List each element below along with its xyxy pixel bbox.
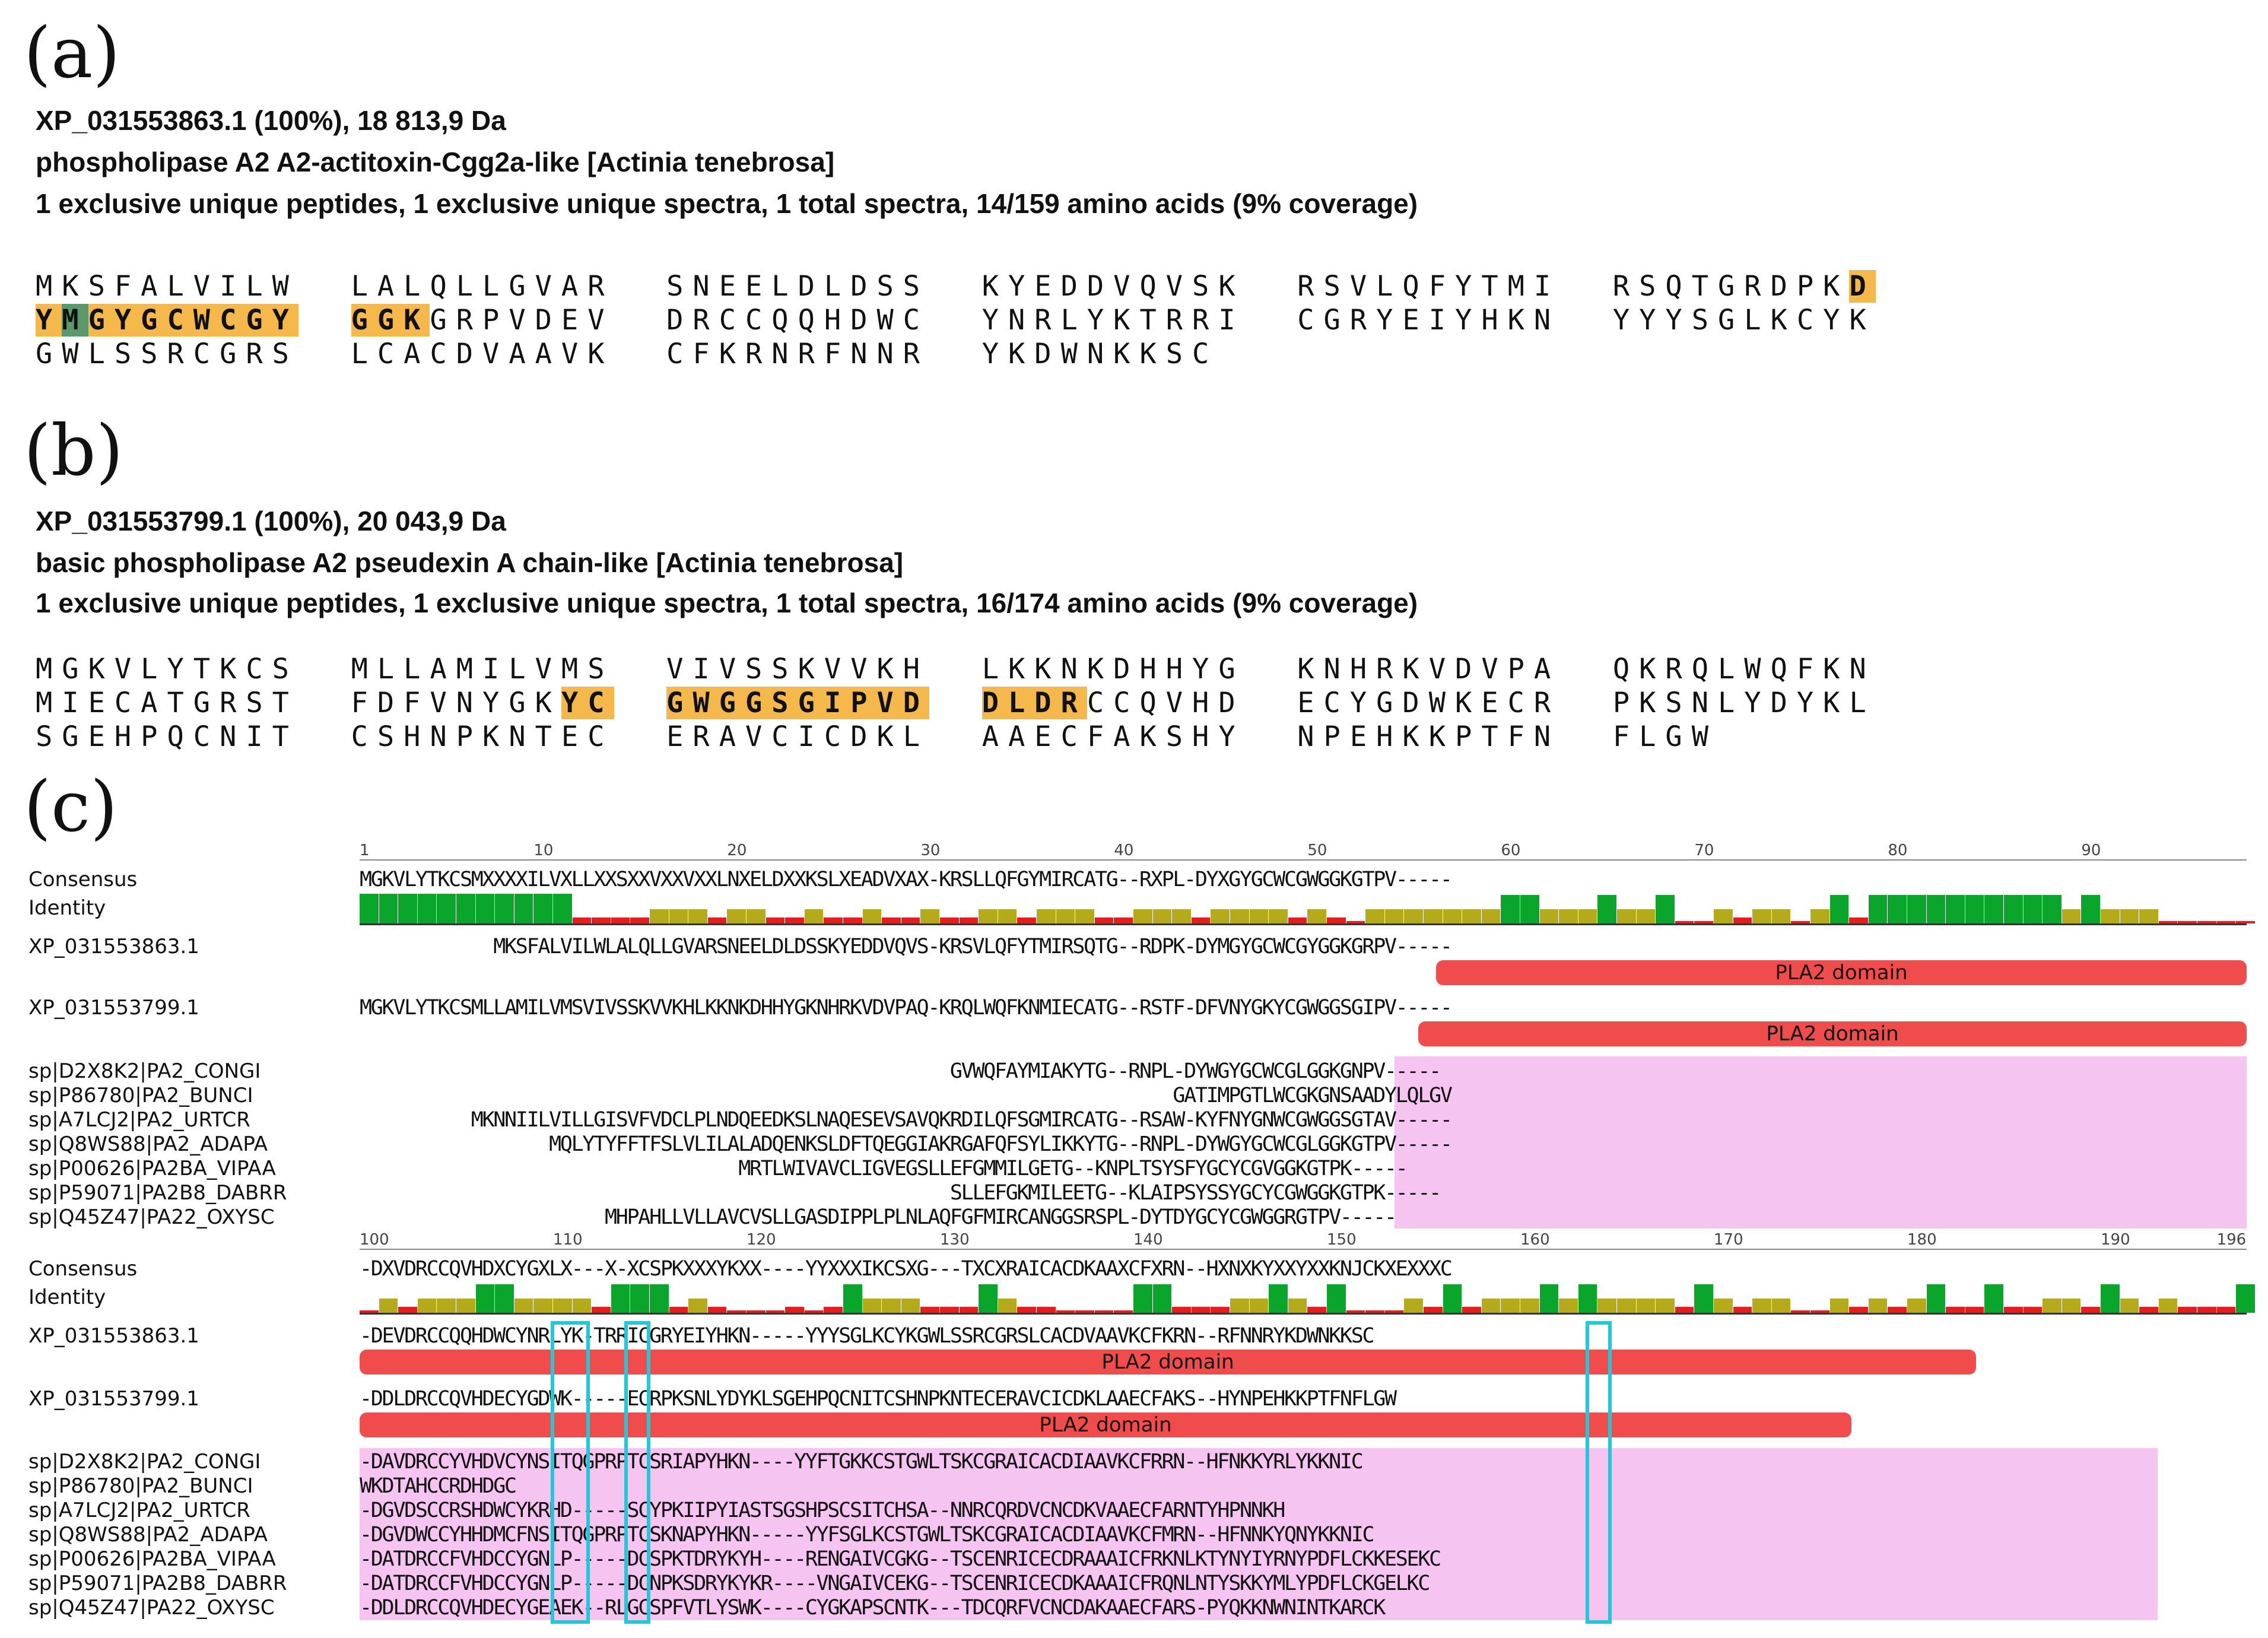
- alignment-row-sequence: GATIMPGTLWCGKGNSAADYLQLGV: [360, 1084, 1451, 1107]
- panel-b-protein-name: basic phospholipase A2 pseudexin A chain-like [Actinia tenebrosa]: [36, 547, 904, 578]
- identity-bar: [1637, 909, 1656, 923]
- identity-bar: [824, 918, 843, 923]
- identity-bar: [2081, 895, 2100, 923]
- identity-bar: [1965, 895, 1984, 923]
- identity-bar: [1327, 918, 1346, 923]
- identity-bar: [824, 1307, 843, 1313]
- identity-bar: [2024, 1307, 2043, 1313]
- identity-bar: [1153, 1284, 1172, 1313]
- identity-bar: [533, 894, 552, 923]
- panel-b-accession: XP_031553799.1 (100%), 20 043,9 Da: [36, 506, 506, 537]
- pla2-domain-bar: PLA2 domain: [360, 1350, 1976, 1374]
- identity-bar: [1172, 1307, 1191, 1313]
- identity-bar: [1482, 909, 1501, 923]
- ruler-line-2: [360, 1249, 2247, 1250]
- alignment-row-sequence: -DATDRCCFVHDCCYGNLP-----DCSPKTDRYKYH----RENGAIVCGKG--TSCENRICECDRAAAICFRKNLKTYNYIYRNYPDFLCKKESEKC: [360, 1547, 1440, 1571]
- identity-bar: [1772, 1299, 1791, 1313]
- identity-bar: [2024, 895, 2043, 923]
- identity-bar: [1133, 1284, 1152, 1313]
- identity-bar: [1462, 909, 1481, 923]
- identity-bar: [476, 894, 495, 923]
- identity-bar: [1733, 918, 1752, 923]
- identity-bar: [882, 918, 901, 923]
- alignment-row-label: sp|P00626|PA2BA_VIPAA: [28, 1157, 276, 1180]
- identity-bar: [1888, 895, 1907, 923]
- identity-bar: [1365, 909, 1384, 923]
- ruler-tick-label: 120: [747, 1231, 776, 1249]
- identity-bar: [1559, 1299, 1578, 1313]
- identity-bar: [1288, 1299, 1307, 1313]
- ruler-tick-label: 110: [553, 1231, 583, 1249]
- reference-block-bg-1: [1395, 1056, 2247, 1228]
- ruler-tick-label: 160: [1520, 1231, 1550, 1249]
- identity-bar: [553, 894, 572, 923]
- identity-bar: [1424, 909, 1443, 923]
- panel-a-label: (a): [24, 12, 120, 94]
- identity-bar: [1424, 1307, 1443, 1313]
- identity-bar: [456, 894, 475, 923]
- alignment-row-label: sp|A7LCJ2|PA2_URTCR: [28, 1108, 250, 1132]
- ruler-tick-label: 190: [2101, 1231, 2130, 1249]
- identity-bar: [1907, 895, 1926, 923]
- identity-bar: [882, 1299, 901, 1313]
- identity-bar: [360, 894, 379, 923]
- alignment-row-label: XP_031553863.1: [28, 1324, 199, 1348]
- identity-bar: [766, 918, 785, 923]
- identity-bar: [708, 918, 727, 923]
- alignment-row-sequence: -DEVDRCCQQHDWCYNRLYK-TRRICGRYEIYHKN-----YYYSGLKCYKGWLSSRCGRSLCACDVAAVKCFKRN--RFNNRYKDWNKKSC: [360, 1324, 1374, 1348]
- identity-bar: [553, 1299, 572, 1313]
- identity-bar: [398, 894, 417, 923]
- identity-bar: [863, 909, 882, 923]
- consensus-seq-2: -DXVDRCCQVHDXCYGXLX---X-XCSPKXXXYKXX----YYXXXIKCSXG---TXCXRAICACDKAAXCFXRN--HXNXKYXXYXXKNJCKXEXXXC: [360, 1257, 1451, 1281]
- consensus-label-2: Consensus: [28, 1257, 138, 1281]
- identity-bar: [1482, 1299, 1501, 1313]
- identity-bar: [514, 1299, 533, 1313]
- identity-baseline-1: [360, 923, 2247, 925]
- identity-bar: [2043, 1299, 2061, 1313]
- pla2-domain-bar: PLA2 domain: [360, 1412, 1851, 1437]
- identity-bar: [1192, 918, 1211, 923]
- identity-bar: [1540, 909, 1559, 923]
- identity-bar: [1520, 895, 1539, 923]
- identity-bar: [1307, 1307, 1326, 1313]
- identity-bar: [1385, 909, 1404, 923]
- seq-a-row-2: YMGYGCWCGY GGKGRPVDEV DRCCQQHDWC YNRLYKTRRI CGRYEIYHKN YYYSGLKCYK: [36, 304, 1876, 337]
- cyan-box-asp99: [1586, 1321, 1612, 1624]
- identity-bar: [1269, 909, 1288, 923]
- identity-bar: [1017, 1307, 1036, 1313]
- identity-bar: [1230, 909, 1249, 923]
- identity-bar: [1520, 1299, 1539, 1313]
- pla2-domain-bar: PLA2 domain: [1436, 960, 2247, 985]
- identity-bar: [669, 1307, 688, 1313]
- cyan-box-his48: [551, 1321, 590, 1624]
- identity-bar: [1250, 1299, 1269, 1313]
- alignment-row-sequence: MKNNIILVILLGISVFVDCLPLNDQEEDKSLNAQESEVSAVQKRDILQFSGMIRCATG--RSAW-KYFNYGNWCGWGGSGTAV-----: [360, 1108, 1451, 1132]
- alignment-row-sequence: -DGVDWCCYHHDMCFNSITQGPRPTCSKNAPYHKN-----YYFSGLKCSTGWLTSKCGRAICACDIAAVKCFMRN--HFNNKYQNYKKNIC: [360, 1523, 1374, 1547]
- ruler-tick-label: 70: [1694, 842, 1714, 859]
- alignment-row-sequence: -DDLDRCCQVHDECYGDWK-----ECRPKSNLYDYKLSGEHPQCNITCSHNPKNTECERAVCICDKLAAECFAKS--HYNPEHKKPTFNFLGW: [360, 1387, 1396, 1411]
- identity-bar: [2043, 895, 2061, 923]
- identity-bar: [592, 918, 611, 923]
- identity-bar: [1597, 895, 1616, 923]
- identity-bar: [1714, 909, 1733, 923]
- identity-bar: [901, 918, 920, 923]
- identity-bar: [2101, 909, 2120, 923]
- identity-bar: [1153, 909, 1172, 923]
- identity-bar: [1830, 895, 1849, 923]
- identity-bar: [998, 1299, 1017, 1313]
- identity-bar: [1307, 909, 1326, 923]
- alignment-row-label: sp|Q8WS88|PA2_ADAPA: [28, 1132, 268, 1156]
- identity-bar: [2217, 1307, 2236, 1313]
- seq-a-row-1: MKSFALVILW LALQLLGVAR SNEELDLDSS KYEDDVQVSK RSVLQFYTMI RSQTGRDPKD: [36, 270, 1876, 303]
- identity-bar: [1965, 1307, 1984, 1313]
- identity-bar: [1578, 909, 1597, 923]
- identity-bar: [1172, 909, 1191, 923]
- identity-bar: [1694, 1284, 1713, 1313]
- identity-bar: [1540, 1284, 1559, 1313]
- identity-label-2: Identity: [28, 1285, 106, 1309]
- alignment-row-label: sp|Q45Z47|PA22_OXYSC: [28, 1205, 275, 1229]
- alignment-row-label: sp|A7LCJ2|PA2_URTCR: [28, 1499, 250, 1522]
- alignment-row-label: XP_031553863.1: [28, 935, 199, 958]
- alignment-row-label: sp|Q8WS88|PA2_ADAPA: [28, 1523, 268, 1547]
- identity-bar: [418, 1299, 437, 1313]
- panel-b-label: (b): [24, 410, 123, 491]
- identity-bar: [1675, 1307, 1694, 1313]
- identity-bar: [630, 918, 649, 923]
- identity-bar: [688, 1299, 707, 1313]
- identity-bar: [747, 909, 765, 923]
- identity-bar: [1037, 909, 1056, 923]
- identity-bar: [1230, 1299, 1249, 1313]
- alignment-row-label: sp|P86780|PA2_BUNCI: [28, 1084, 253, 1107]
- ruler-tick-label: 150: [1327, 1231, 1357, 1249]
- pla2-domain-bar: PLA2 domain: [1418, 1021, 2247, 1046]
- identity-bar: [495, 894, 514, 923]
- identity-bar: [1443, 1284, 1462, 1313]
- ruler-tick-label: 50: [1307, 842, 1327, 859]
- identity-bar: [1927, 895, 1946, 923]
- identity-bar: [456, 1299, 475, 1313]
- ruler-tick-label: 10: [533, 842, 554, 859]
- cyan-box-tyr52: [624, 1321, 650, 1624]
- alignment-row-sequence: MGKVLYTKCSMLLAMILVMSVIVSSKVVKHLKKNKDHHYGKNHRKVDVPAQ-KRQLWQFKNMIECATG--RSTF-DFVNYGKYCGWGGSGIPV-----: [360, 996, 1451, 1020]
- alignment-row-sequence: -DGVDSCCRSHDWCYKRHD-----SCYPKIIPYIASTSGSHPSCSITCHSA--NNRCQRDVCNCDKVAAECFARNTYHPNNKH: [360, 1499, 1285, 1522]
- identity-bar: [1211, 909, 1230, 923]
- ruler-tick-label: 180: [1907, 1231, 1937, 1249]
- alignment-row-label: sp|Q45Z47|PA22_OXYSC: [28, 1596, 275, 1620]
- ruler-tick-label: 196: [2216, 1231, 2247, 1249]
- identity-bar: [1617, 1299, 1636, 1313]
- identity-bar: [727, 909, 746, 923]
- identity-bar: [979, 909, 998, 923]
- consensus-seq-1: MGKVLYTKCSMXXXXILVXLLXXSXXVXXVXXLNXELDXXKSLXEADVXAX-KRSLLQFGYMIRCATG--RXPL-DYXGYGCWCGWGGKGTPV-----: [360, 868, 1451, 891]
- seq-b-row-2: MIECATGRST FDFVNYGKYC GWGGSGIPVD DLDRCCQVHD ECYGDWKECR PKSNLYDYKL: [36, 687, 1876, 719]
- identity-bar: [573, 918, 592, 923]
- identity-bar: [1095, 918, 1114, 923]
- panel-c-label: (c): [24, 766, 118, 847]
- identity-bar: [1327, 1284, 1346, 1313]
- identity-bar: [1133, 909, 1152, 923]
- identity-bar: [2062, 1299, 2081, 1313]
- identity-bar: [1404, 909, 1423, 923]
- identity-baseline-2: [360, 1313, 2247, 1315]
- identity-bar: [1733, 1307, 1752, 1313]
- identity-bar: [2120, 909, 2139, 923]
- identity-bar: [1888, 1307, 1907, 1313]
- alignment-row-sequence: GVWQFAYMIAKYTG--RNPL-DYWGYGCWCGLGGKGNPV-----: [360, 1059, 1440, 1083]
- ruler-tick-label: 130: [940, 1231, 970, 1249]
- identity-bar: [920, 909, 939, 923]
- alignment-row-sequence: MRTLWIVAVCLIGVEGSLLEFGMMILGETG--KNPLTSYSFYGCYCGVGGKGTPK-----: [360, 1157, 1407, 1180]
- identity-bar: [1810, 909, 1829, 923]
- alignment-row-sequence: MKSFALVILWLALQLLGVARSNEELDLDSSKYEDDVQVS-KRSVLQFYTMIRSQTG--RDPK-DYMGYGCWCGYGGKGRPV-----: [360, 935, 1451, 958]
- identity-bar: [843, 1284, 862, 1313]
- identity-bar: [2159, 1299, 2178, 1313]
- identity-bar: [398, 1307, 417, 1313]
- identity-bar: [1578, 1284, 1597, 1313]
- identity-bar: [1772, 909, 1791, 923]
- identity-label-1: Identity: [28, 896, 106, 920]
- identity-bar: [688, 909, 707, 923]
- seq-b-row-3: SGEHPQCNIT CSHNPKNTEC ERAVCICDKL AAECFAKSHY NPEHKKPTFN FLGW: [36, 720, 1718, 753]
- identity-bar: [476, 1284, 495, 1313]
- identity-bar: [1017, 918, 1036, 923]
- identity-bar: [1869, 1299, 1888, 1313]
- panel-b-coverage: 1 exclusive unique peptides, 1 exclusive unique spectra, 1 total spectra, 16/174 amino acids (9% coverage): [36, 588, 1418, 618]
- identity-bar: [2197, 1307, 2216, 1313]
- identity-bar: [1830, 1299, 1849, 1313]
- alignment-row-sequence: WKDTAHCCRDHDGC: [360, 1474, 516, 1498]
- identity-bar: [1501, 1299, 1520, 1313]
- identity-bar: [901, 1299, 920, 1313]
- identity-bar: [979, 1284, 998, 1313]
- identity-bar: [592, 1307, 611, 1313]
- identity-bar: [1656, 895, 1675, 923]
- alignment-row-sequence: MHPAHLLVLLAVCVSLLGASDIPPLPLNLAQFGFMIRCANGGSRSPL-DYTDYGCYCGWGGRGTPV-----: [360, 1205, 1396, 1229]
- alignment-row-sequence: MQLYTYFFTFSLVLILALADQENKSLDFTQEGGIAKRGAFQFSYLIKKYTG--RNPL-DYWGYGCWCGLGGKGTPV-----: [360, 1132, 1451, 1156]
- identity-bar: [1269, 1284, 1288, 1313]
- alignment-row-sequence: -DATDRCCFVHDCCYGNLP-----DCNPKSDRYKYKR----VNGAIVCEKG--TSCENRICECDKAAAICFRQNLNTYSKKYMLYPDFLCKGELKC: [360, 1572, 1430, 1595]
- identity-bar: [1211, 1307, 1230, 1313]
- identity-bar: [708, 1307, 727, 1313]
- identity-bar: [1927, 1284, 1946, 1313]
- identity-bar: [1656, 1299, 1675, 1313]
- ruler-tick-label: 60: [1501, 842, 1521, 859]
- identity-bar: [805, 909, 824, 923]
- alignment-row-sequence: SLLEFGKMILEETG--KLAIPSYSSYGCYCGWGGKGTPK-----: [360, 1181, 1440, 1205]
- identity-bar: [418, 894, 437, 923]
- seq-b-row-1: MGKVLYTKCS MLLAMILVMS VIVSSKVVKH LKKNKDHHYG KNHRKVDVPA QKRQLWQFKN: [36, 653, 1876, 685]
- alignment-row-label: sp|P86780|PA2_BUNCI: [28, 1474, 253, 1498]
- panel-a-accession: XP_031553863.1 (100%), 18 813,9 Da: [36, 105, 506, 136]
- ruler-tick-label: 100: [360, 1231, 389, 1249]
- ruler-tick-label: 80: [1888, 842, 1908, 859]
- identity-bar: [960, 918, 979, 923]
- identity-bar: [1984, 1284, 2003, 1313]
- identity-bar: [2101, 1284, 2120, 1313]
- identity-bar: [785, 918, 804, 923]
- identity-bar: [1250, 909, 1269, 923]
- identity-bar: [1462, 1307, 1481, 1313]
- panel-a-coverage: 1 exclusive unique peptides, 1 exclusive unique spectra, 1 total spectra, 14/159 amino acids (9% coverage): [36, 188, 1418, 219]
- identity-bar: [611, 1284, 630, 1313]
- identity-bar: [573, 1299, 592, 1313]
- identity-bar: [1849, 1307, 1868, 1313]
- identity-bar: [960, 1307, 979, 1313]
- ruler-tick-label: 20: [727, 842, 747, 859]
- alignment-row-label: XP_031553799.1: [28, 996, 199, 1020]
- identity-bar: [437, 894, 456, 923]
- identity-bar: [1037, 1307, 1056, 1313]
- identity-bar: [843, 918, 862, 923]
- identity-bar: [1075, 909, 1094, 923]
- ruler-tick-label: 30: [920, 842, 941, 859]
- ruler-line-1: [360, 859, 2247, 861]
- ruler-tick-label: 90: [2081, 842, 2101, 859]
- ruler-tick-label: 140: [1133, 1231, 1163, 1249]
- identity-bar: [1443, 909, 1462, 923]
- ruler-tick-label: 40: [1114, 842, 1134, 859]
- identity-bar: [1501, 895, 1520, 923]
- identity-bar: [2178, 1307, 2197, 1313]
- alignment-row-label: sp|P59071|PA2B8_DABRR: [28, 1181, 287, 1205]
- identity-bar: [495, 1284, 514, 1313]
- identity-bar: [1404, 1299, 1423, 1313]
- identity-bar: [669, 909, 688, 923]
- identity-bar: [2120, 1299, 2139, 1313]
- identity-bar: [998, 909, 1017, 923]
- identity-bar: [785, 1307, 804, 1313]
- consensus-label-1: Consensus: [28, 868, 138, 891]
- seq-a-row-3: GWLSSRCGRS LCACDVAAVK CFKRNRFNNR YKDWNKKSC: [36, 338, 1219, 370]
- identity-bar: [1984, 895, 2003, 923]
- identity-bar: [1559, 909, 1578, 923]
- identity-bar: [1288, 918, 1307, 923]
- identity-bar: [630, 1284, 649, 1313]
- identity-bar: [2062, 909, 2081, 923]
- identity-bar: [863, 1299, 882, 1313]
- identity-bar: [940, 1307, 959, 1313]
- identity-bar: [514, 894, 533, 923]
- identity-bar: [2081, 1307, 2100, 1313]
- identity-bar: [1946, 895, 1965, 923]
- alignment-row-label: XP_031553799.1: [28, 1387, 199, 1411]
- alignment-row-sequence: -DAVDRCCYVHDVCYNSITQGPRPTCSRIAPYHKN----YYFTGKKCSTGWLTSKCGRAICACDIAAVKCFRRN--HFNKKYRLYKKNIC: [360, 1450, 1362, 1474]
- ruler-tick-label: 1: [360, 842, 370, 859]
- identity-bar: [379, 1299, 398, 1313]
- identity-bar: [2236, 1284, 2255, 1313]
- identity-bar: [1907, 1299, 1926, 1313]
- identity-bar: [920, 1307, 939, 1313]
- ruler-tick-label: 170: [1714, 1231, 1743, 1249]
- identity-bar: [2004, 1307, 2023, 1313]
- identity-bar: [650, 909, 669, 923]
- panel-a-protein-name: phospholipase A2 A2-actitoxin-Cgg2a-like [Actinia tenebrosa]: [36, 147, 835, 177]
- identity-bar: [379, 894, 398, 923]
- identity-bar: [1192, 1307, 1211, 1313]
- identity-bar: [940, 918, 959, 923]
- identity-bar: [1849, 918, 1868, 923]
- identity-bar: [1752, 909, 1771, 923]
- identity-bar: [1617, 909, 1636, 923]
- alignment-row-label: sp|D2X8K2|PA2_CONGI: [28, 1450, 261, 1474]
- alignment-row-label: sp|D2X8K2|PA2_CONGI: [28, 1059, 261, 1083]
- identity-bar: [1056, 909, 1075, 923]
- identity-bar: [437, 1299, 456, 1313]
- identity-bar: [1597, 1299, 1616, 1313]
- alignment-row-sequence: -DDLDRCCQVHDECYGEAEK--RLGCSPFVTLYSWK----CYGKAPSCNTK---TDCQRFVCNCDAKAAECFARS-PYQKKNWNINTKARCK: [360, 1596, 1385, 1620]
- identity-bar: [1869, 895, 1888, 923]
- identity-bar: [2004, 895, 2023, 923]
- identity-bar: [650, 1284, 669, 1313]
- identity-bar: [1714, 1299, 1733, 1313]
- identity-bar: [1637, 1299, 1656, 1313]
- identity-bar: [2139, 909, 2158, 923]
- alignment-row-label: sp|P59071|PA2B8_DABRR: [28, 1572, 287, 1595]
- identity-bar: [533, 1299, 552, 1313]
- identity-bar: [2139, 1307, 2158, 1313]
- alignment-row-label: sp|P00626|PA2BA_VIPAA: [28, 1547, 276, 1571]
- identity-bar: [1114, 918, 1133, 923]
- identity-bar: [1946, 1307, 1965, 1313]
- identity-bar: [1752, 1299, 1771, 1313]
- identity-bar: [611, 918, 630, 923]
